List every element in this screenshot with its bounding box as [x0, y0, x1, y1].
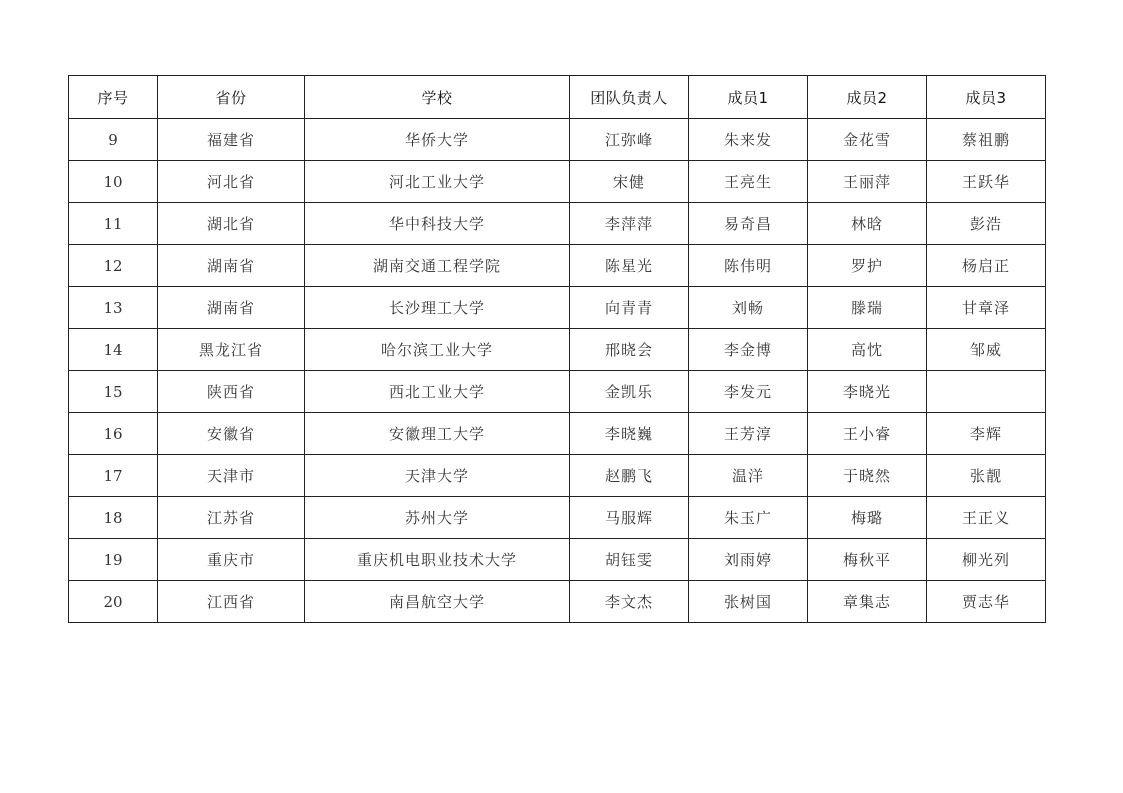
table-row [69, 581, 1046, 623]
cell-school: 安徽理工大学 [305, 413, 570, 455]
cell-member-3: 杨启正 [927, 245, 1046, 287]
cell-school: 华中科技大学 [305, 203, 570, 245]
header-member-3: 成员3 [927, 76, 1046, 119]
cell-school: 河北工业大学 [305, 161, 570, 203]
cell-member-1: 李发元 [689, 371, 808, 413]
table-row [69, 203, 1046, 245]
header-member-1: 成员1 [689, 76, 808, 119]
roster-table [68, 75, 1046, 623]
cell-member-2: 王丽萍 [808, 161, 927, 203]
table-header [69, 76, 1046, 119]
header-team-leader: 团队负责人 [570, 76, 689, 119]
cell-index: 15 [69, 371, 158, 413]
table-row [69, 245, 1046, 287]
header-index: 序号 [69, 76, 158, 119]
cell-member-2: 罗护 [808, 245, 927, 287]
table-row [69, 161, 1046, 203]
header-row [69, 76, 1046, 119]
cell-province: 福建省 [158, 119, 305, 161]
cell-school: 南昌航空大学 [305, 581, 570, 623]
cell-member-3: 甘章泽 [927, 287, 1046, 329]
cell-team-leader: 宋健 [570, 161, 689, 203]
cell-province: 陕西省 [158, 371, 305, 413]
cell-member-2: 章集志 [808, 581, 927, 623]
cell-team-leader: 李文杰 [570, 581, 689, 623]
cell-province: 重庆市 [158, 539, 305, 581]
cell-member-1: 张树国 [689, 581, 808, 623]
header-school: 学校 [305, 76, 570, 119]
cell-index: 17 [69, 455, 158, 497]
cell-member-2: 高忱 [808, 329, 927, 371]
table-row [69, 539, 1046, 581]
cell-school: 苏州大学 [305, 497, 570, 539]
cell-member-3: 柳光列 [927, 539, 1046, 581]
table-row [69, 287, 1046, 329]
cell-member-2: 滕瑞 [808, 287, 927, 329]
cell-province: 河北省 [158, 161, 305, 203]
cell-member-1: 易奇昌 [689, 203, 808, 245]
cell-index: 16 [69, 413, 158, 455]
table-row [69, 371, 1046, 413]
cell-member-1: 陈伟明 [689, 245, 808, 287]
cell-index: 11 [69, 203, 158, 245]
cell-member-3: 王正义 [927, 497, 1046, 539]
cell-member-2: 王小睿 [808, 413, 927, 455]
cell-school: 西北工业大学 [305, 371, 570, 413]
cell-member-3: 李辉 [927, 413, 1046, 455]
cell-member-2: 梅璐 [808, 497, 927, 539]
table-row [69, 455, 1046, 497]
cell-index: 18 [69, 497, 158, 539]
cell-member-1: 王芳淳 [689, 413, 808, 455]
cell-team-leader: 李晓巍 [570, 413, 689, 455]
cell-team-leader: 向青青 [570, 287, 689, 329]
cell-member-3: 贾志华 [927, 581, 1046, 623]
cell-member-3: 彭浩 [927, 203, 1046, 245]
cell-school: 华侨大学 [305, 119, 570, 161]
cell-province: 江苏省 [158, 497, 305, 539]
cell-member-1: 李金博 [689, 329, 808, 371]
cell-member-3: 邹威 [927, 329, 1046, 371]
header-member-2: 成员2 [808, 76, 927, 119]
cell-member-1: 王亮生 [689, 161, 808, 203]
cell-team-leader: 江弥峰 [570, 119, 689, 161]
cell-member-3 [927, 371, 1046, 413]
cell-team-leader: 马服辉 [570, 497, 689, 539]
cell-member-2: 林晗 [808, 203, 927, 245]
cell-school: 重庆机电职业技术大学 [305, 539, 570, 581]
cell-index: 19 [69, 539, 158, 581]
table-row [69, 119, 1046, 161]
cell-team-leader: 金凯乐 [570, 371, 689, 413]
cell-member-1: 刘畅 [689, 287, 808, 329]
cell-team-leader: 陈星光 [570, 245, 689, 287]
cell-school: 长沙理工大学 [305, 287, 570, 329]
cell-province: 湖北省 [158, 203, 305, 245]
cell-index: 12 [69, 245, 158, 287]
cell-member-1: 朱来发 [689, 119, 808, 161]
cell-team-leader: 邢晓会 [570, 329, 689, 371]
cell-province: 黑龙江省 [158, 329, 305, 371]
cell-index: 14 [69, 329, 158, 371]
cell-province: 湖南省 [158, 287, 305, 329]
cell-province: 江西省 [158, 581, 305, 623]
cell-province: 湖南省 [158, 245, 305, 287]
cell-member-3: 蔡祖鹏 [927, 119, 1046, 161]
cell-index: 9 [69, 119, 158, 161]
cell-member-2: 梅秋平 [808, 539, 927, 581]
cell-province: 安徽省 [158, 413, 305, 455]
cell-member-1: 朱玉广 [689, 497, 808, 539]
table-body [69, 119, 1046, 623]
cell-index: 13 [69, 287, 158, 329]
cell-member-2: 金花雪 [808, 119, 927, 161]
cell-index: 10 [69, 161, 158, 203]
cell-index: 20 [69, 581, 158, 623]
cell-member-3: 张靓 [927, 455, 1046, 497]
cell-member-2: 于晓然 [808, 455, 927, 497]
cell-team-leader: 赵鹏飞 [570, 455, 689, 497]
cell-member-1: 刘雨婷 [689, 539, 808, 581]
header-province: 省份 [158, 76, 305, 119]
table-row [69, 497, 1046, 539]
cell-team-leader: 胡钰雯 [570, 539, 689, 581]
cell-school: 哈尔滨工业大学 [305, 329, 570, 371]
table-row [69, 329, 1046, 371]
cell-province: 天津市 [158, 455, 305, 497]
cell-team-leader: 李萍萍 [570, 203, 689, 245]
cell-member-1: 温洋 [689, 455, 808, 497]
cell-member-3: 王跃华 [927, 161, 1046, 203]
table-row [69, 413, 1046, 455]
cell-school: 湖南交通工程学院 [305, 245, 570, 287]
cell-school: 天津大学 [305, 455, 570, 497]
cell-member-2: 李晓光 [808, 371, 927, 413]
